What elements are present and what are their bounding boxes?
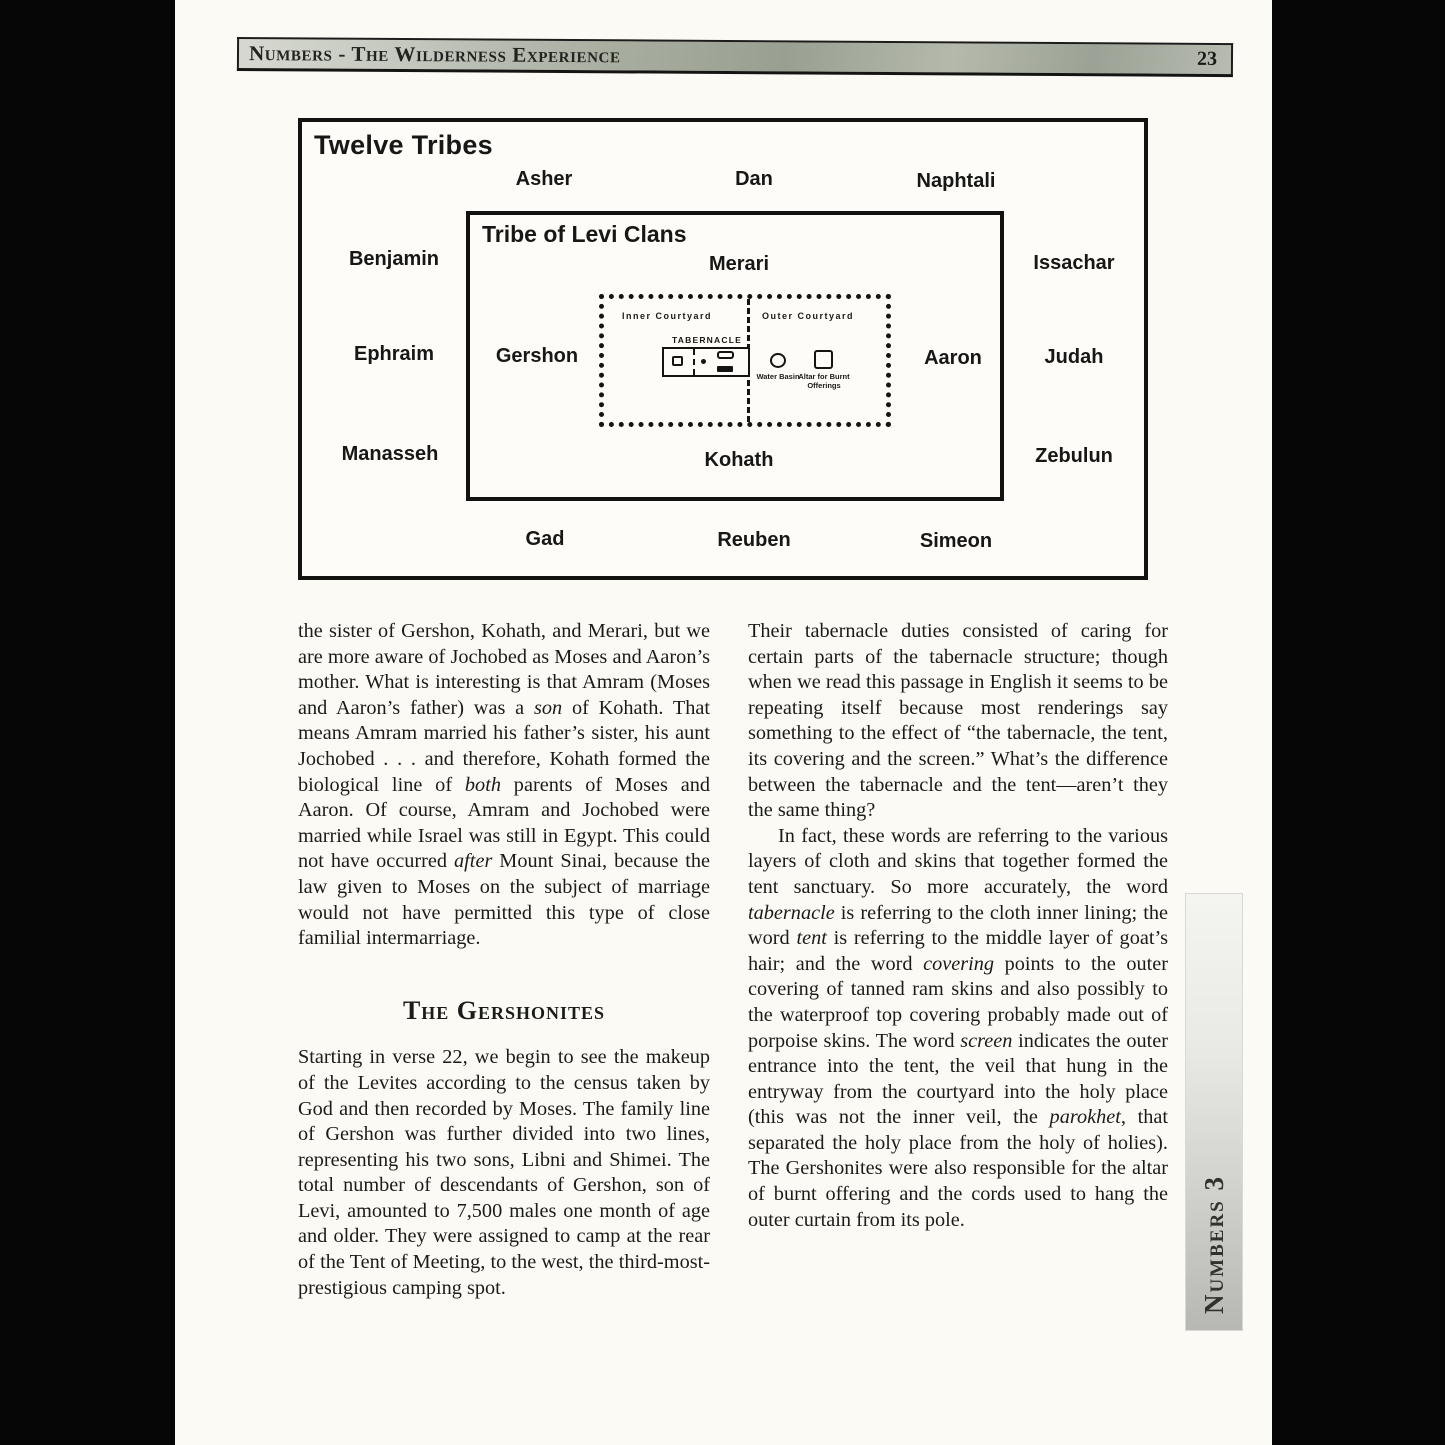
body-paragraph: In fact, these words are referring to the various layers of cloth and skins that together formed the tent sanctuary. So more accurately, the word tabernacle is referring to the cloth inner lining; the word tent is referring to the middle layer of goat’s hair; and the word covering points to the outer covering of tanned ram skins and also possibly to the waterproof top covering probably made out of porpoise skins. The word screen indicates the outer entrance into the tent, the veil that hung in the entryway from the courtyard into the holy place (this was not the inner veil, the parokhet, that separated the holy place from the holy of holies). The Gershonites were also responsible for the altar of burnt offering and the cords used to hang the outer curtain from its pole. — [748, 824, 1168, 1231]
ark-icon — [672, 356, 683, 366]
water-basin-icon — [770, 353, 786, 368]
tribe-label-naphtali: Naphtali — [916, 170, 996, 192]
tribe-label-gad: Gad — [525, 528, 565, 550]
tabernacle-structure — [662, 347, 750, 377]
tribe-label-simeon: Simeon — [919, 530, 993, 552]
tribe-label-ephraim: Ephraim — [353, 343, 435, 365]
body-paragraph: Starting in verse 22, we begin to see the makeup of the Levites according to the census taken by God and then recorded by Moses. The family line of Gershon was further divided into two lines, representing his two sons, Libni and Shimei. The total number of descendants of Gershon, son of Levi, amounted to 7,500 males one month of age and older. They were assigned to camp at the rear of the Tent of Meeting, to the west, the third-most-prestigious camping spot. — [298, 1046, 710, 1299]
diagram-title: Twelve Tribes — [314, 130, 493, 160]
inner-courtyard-label: Inner Courtyard — [622, 311, 713, 321]
incense-altar-icon — [701, 359, 706, 364]
tribe-label-asher: Asher — [515, 168, 573, 190]
chapter-tab-label: Numbers 3 — [1198, 1174, 1229, 1314]
tribe-label-dan: Dan — [735, 168, 773, 190]
clan-label-merari: Merari — [708, 253, 770, 275]
body-paragraph: Their tabernacle duties consisted of caring for certain parts of the tabernacle structure; though when we read this passage in English it seems to be repeating itself because most renderings say something to the effect of “the tabernacle, the tent, its covering and the screen.” What’s the difference between the tabernacle and the tent—aren’t they the same thing? — [748, 620, 1168, 822]
levi-clans-title: Tribe of Levi Clans — [482, 221, 687, 247]
section-heading-gershonites: The Gershonites — [402, 995, 606, 1025]
tribe-label-zebulun: Zebulun — [1035, 445, 1113, 467]
book-chapter-title: Numbers - The Wilderness Experience — [248, 41, 621, 68]
tribe-label-benjamin: Benjamin — [348, 248, 440, 270]
page-number: 23 — [1196, 47, 1218, 70]
courtyard-plan — [599, 294, 891, 427]
water-basin-label: Water Basin — [756, 372, 800, 381]
altar-label: Altar for Burnt Offerings — [798, 372, 850, 390]
running-header-bar — [237, 37, 1233, 77]
tribe-label-judah: Judah — [1044, 346, 1104, 368]
burnt-offering-altar-icon — [814, 350, 833, 369]
clan-label-aaron: Aaron — [924, 347, 982, 369]
clan-label-gershon: Gershon — [495, 345, 579, 367]
clan-label-kohath: Kohath — [704, 449, 774, 471]
tribe-label-issachar: Issachar — [1033, 252, 1115, 274]
body-paragraph: the sister of Gershon, Kohath, and Merari, but we are more aware of Jochobed as Moses and Aaron’s mother. What is interesting is that Amram (Moses and Aaron’s father) was a son of Kohath. That means Amram married his father’s sister, his aunt Jochobed . . . and therefore, Kohath formed the biological line of both parents of Moses and Aaron. Of course, Amram and Jochobed were married while Israel was still in Egypt. This could not have occurred after Mount Sinai, because the law given to Moses on the subject of marriage would not have permitted this type of close familial intermarriage. — [298, 620, 711, 950]
table-icon — [717, 351, 734, 359]
left-text-column — [298, 619, 710, 1301]
page-surface — [175, 0, 1272, 1445]
tabernacle-veil-line — [693, 349, 695, 375]
right-text-column — [748, 619, 1168, 1233]
twelve-tribes-diagram — [298, 118, 1148, 580]
tabernacle-label: TABERNACLE — [672, 335, 742, 345]
levi-clans-box — [466, 211, 1004, 501]
outer-courtyard-label: Outer Courtyard — [762, 311, 855, 321]
tribe-label-reuben: Reuben — [717, 529, 791, 551]
chapter-side-tab — [1185, 893, 1243, 1331]
tribe-label-manasseh: Manasseh — [341, 443, 439, 465]
lampstand-icon — [717, 366, 733, 372]
